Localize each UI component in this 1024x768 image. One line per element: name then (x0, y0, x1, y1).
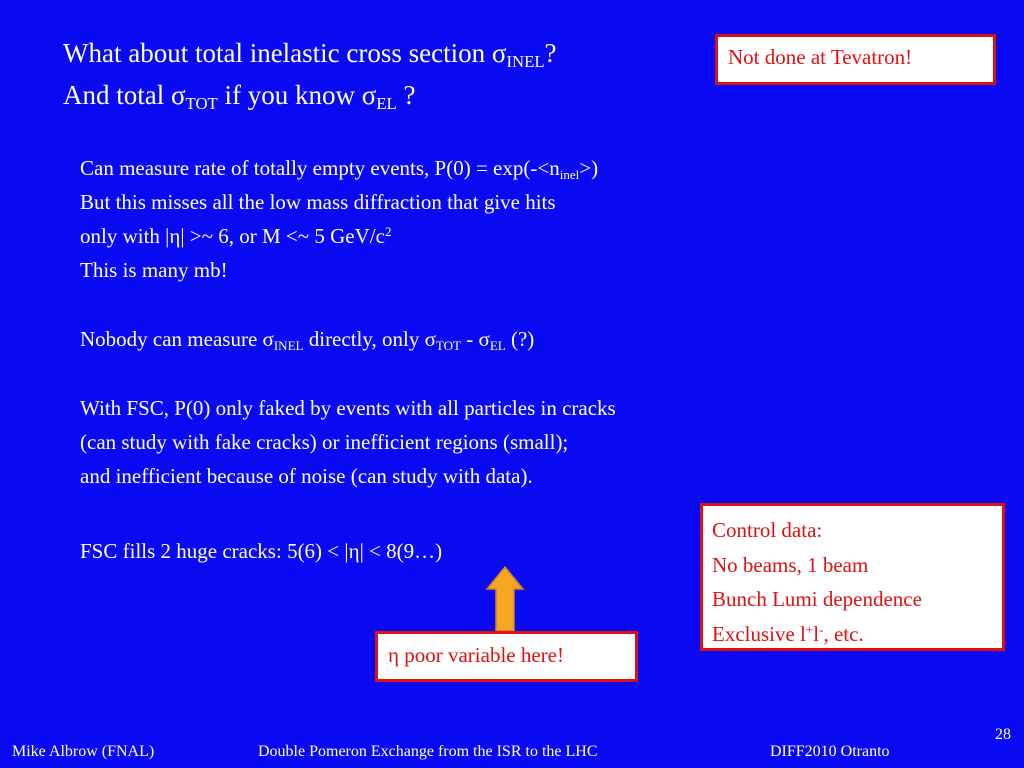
footer-event: DIFF2010 Otranto (770, 743, 890, 760)
title-line-1: What about total inelastic cross section $\sigma_{INEL}$? (63, 38, 557, 72)
para1-line-1: Can measure rate of totally empty events, $P(0) = \exp(-<n_{inel}>)$ (80, 156, 599, 182)
tevatron-note-box (715, 34, 996, 85)
control-line-4: Exclusive l+l-, etc. (712, 621, 864, 646)
control-data-box (700, 503, 1005, 651)
footer-author: Mike Albrow (FNAL) (12, 743, 155, 760)
para1-line-2: But this misses all the low mass diffraction that give hits (80, 190, 556, 214)
title-line-2: And total $\sigma_{TOT}$ if you know $\sigma_{EL}$ ? (63, 80, 416, 114)
page-number: 28 (995, 726, 1011, 743)
up-arrow-icon (485, 565, 525, 633)
para3-line-3: and inefficient because of noise (can study with data). (80, 464, 533, 488)
footer-talk-title: Double Pomeron Exchange from the ISR to the LHC (258, 743, 598, 760)
para1-line-4: This is many mb! (80, 258, 228, 282)
control-line-2: No beams, 1 beam (712, 552, 869, 577)
tevatron-note-text: Not done at Tevatron! (728, 45, 913, 69)
para3-line-1: With FSC, P(0) only faked by events with all particles in cracks (80, 396, 616, 420)
eta-note-text: η poor variable here! (388, 643, 564, 667)
eta-note-box (375, 631, 638, 682)
control-line-1: Control data: (712, 518, 823, 542)
para3-line-2: (can study with fake cracks) or inefficient regions (small); (80, 430, 569, 454)
para1-line-3: only with |η| >~ 6, or M <~ 5 GeV/$c^2$ (80, 223, 392, 248)
control-line-3: Bunch Lumi dependence (712, 587, 922, 611)
para4-line: FSC fills 2 huge cracks: 5(6) < |η| < 8(9…) (80, 539, 443, 563)
para2-line: Nobody can measure $\sigma_{INEL}$ directly, only $\sigma_{TOT} - \sigma_{EL}$ (?) (80, 327, 535, 353)
